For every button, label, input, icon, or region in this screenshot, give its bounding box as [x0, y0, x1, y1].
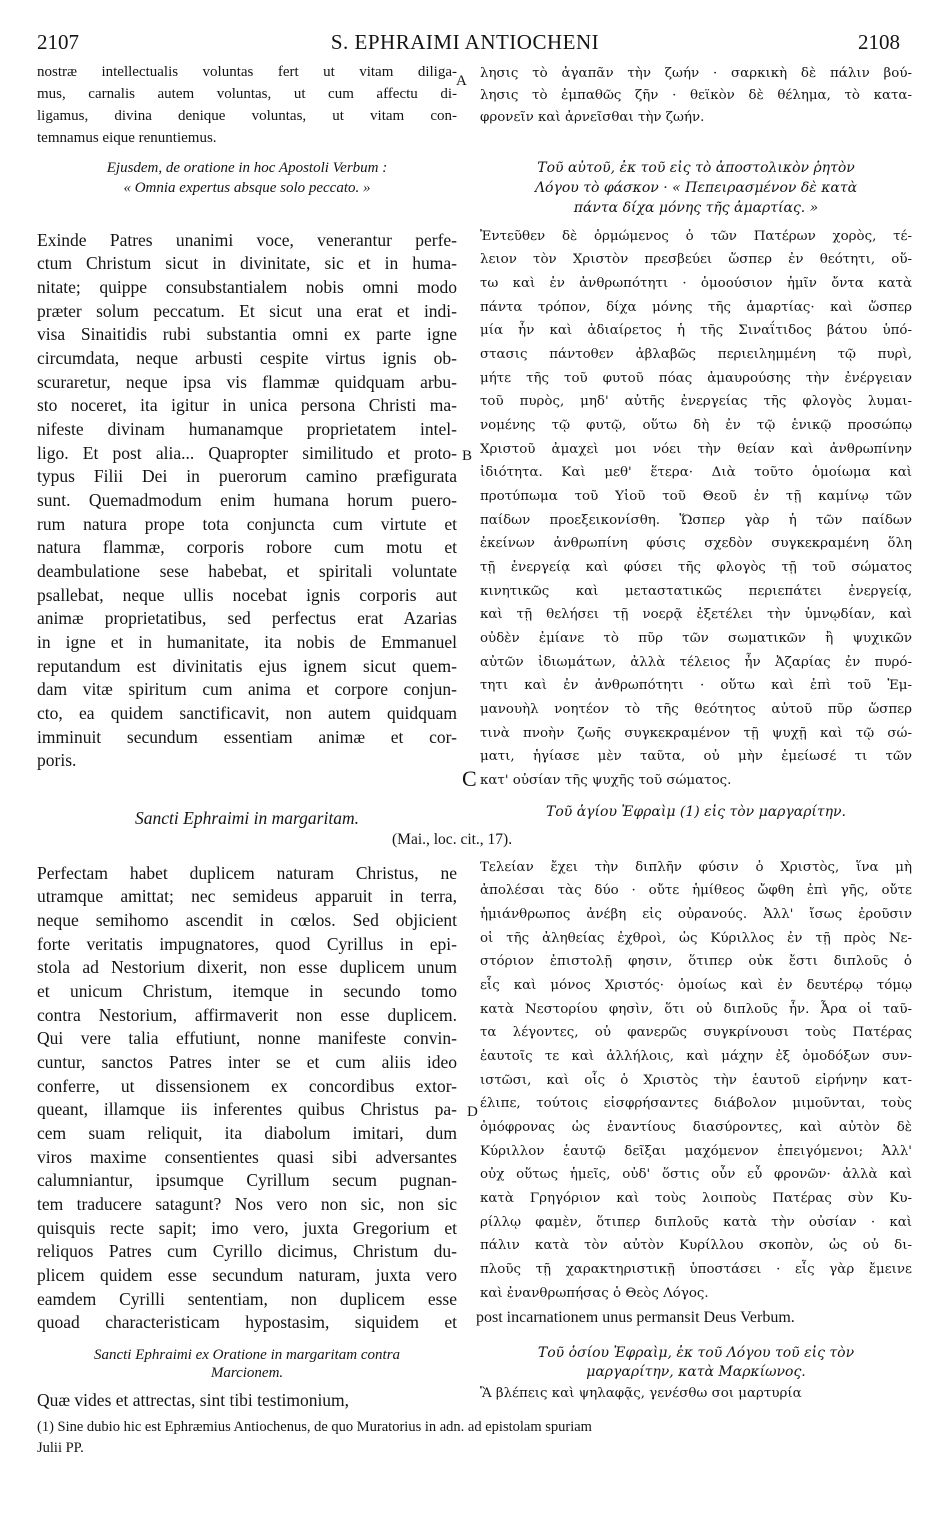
- greek-line: κατὰ Νεστορίου φησὶν, ὅτι οὐ διπλοῦς ἦν. Ἆρα οἱ ταῦ-: [480, 1002, 912, 1017]
- greek-line: κατ' οὐσίαν τῆς ψυχῆς τοῦ σώματος.: [480, 773, 732, 788]
- greek-line: προτύπωμα τοῦ Υἱοῦ τοῦ Θεοῦ ἐν τῇ καμίνῳ τῶν: [480, 489, 912, 504]
- greek-line: τα λέγοντες, οὐ φανερῶς συγκρίνουσι τοὺς Πατέρας: [480, 1025, 912, 1040]
- greek-line: Κύριλλον ἑαυτῷ δεῖξαι μαχόμενον ἐπειγόμενοι; Ἀλλ': [480, 1144, 912, 1159]
- greek-line: αὐτῶν ἰδιωμάτων, ἀλλὰ τέλειος ἦν Ἀζαρίας ἐν πυρό-: [480, 655, 912, 670]
- page-number-right: 2108: [858, 30, 900, 54]
- latin-line: quoad characteristicam hypostasim, siquidem et: [37, 1312, 457, 1332]
- latin-heading-3: Marcionem.: [210, 1365, 284, 1381]
- greek-line: ὁμόφρονας ὡς ἐναντίους διασύροντες, καὶ αὐτὸν δὲ: [480, 1120, 912, 1135]
- greek-line: ἐκείνων ἀνθρωπίνη φύσις σχεδὸν συγκεκραμένη ὅλη: [480, 536, 912, 551]
- greek-line: Ἐντεῦθεν δὲ ὁρμώμενος ὁ τῶν Πατέρων χορὸς, τέ-: [480, 229, 912, 244]
- latin-line: animæ proprietatibus, sed perfectus erat Azarias: [37, 608, 457, 628]
- greek-line: μανουὴλ νοητέον τὸ τῆς θεότητος αὐτοῦ πῦρ ὥσπερ: [480, 702, 912, 717]
- latin-heading-3: Sancti Ephraimi ex Oratione in margaritam contra: [93, 1347, 401, 1363]
- latin-line: reliquos Patres cum Cyrillo dicimus, Christum du-: [37, 1241, 457, 1261]
- greek-line: λειον τὸν Χριστὸν πρεσβεύει ὥσπερ ἐν θεότητι, οὕ-: [480, 252, 912, 267]
- latin-line: cem suam reliquit, ita diabolum imitari, dum: [37, 1123, 457, 1143]
- greek-line: ρίλλῳ φαμὲν, ὅτιπερ διπλοῦς κατὰ τὴν οὐσίαν · καὶ: [480, 1215, 912, 1230]
- greek-closing-latin: post incarnationem unus permansit Deus Verbum.: [476, 1309, 795, 1326]
- latin-line: neque semihomo ascendit in cœlos. Sed objicient: [37, 910, 457, 930]
- latin-line: conferre, ut dissensionem ex concordibus extor-: [37, 1076, 457, 1096]
- greek-line: ιστῶσι, καὶ οἷς ὁ Χριστὸς τὴν ἑαυτοῦ εἰρήνην κατ-: [480, 1073, 912, 1088]
- greek-line: τῇ ἐνεργείᾳ καὶ φύσει τῆς φλογὸς τῇ τοῦ σώματος: [480, 560, 912, 575]
- latin-line: scuraretur, neque ipsa vis flammæ quidquam arbu-: [37, 372, 457, 392]
- latin-line: queant, illamque iis inferentes quibus Christus pa-: [37, 1099, 457, 1119]
- latin-line: ligamus, divina denique voluntas, ut vitam con-: [37, 108, 457, 124]
- latin-line: præter solum peccatum. Et sicut una erat et indi-: [37, 301, 457, 321]
- greek-heading-1: πάντα δίχα μόνης τῆς ἁμαρτίας. »: [573, 200, 819, 216]
- greek-line: στασις πάντοθεν ἀβλαβῶς περιειλημμένη τῷ πυρὶ,: [480, 347, 912, 362]
- greek-line: ἑαυτοῖς τε καὶ ἀλλήλοις, καὶ μάχην ἐξ ὁμοδόξων συν-: [480, 1049, 912, 1064]
- greek-line: εἷς καὶ μόνος Χριστός· ὁμοίως καὶ ἐν δευτέρῳ τόμῳ: [480, 978, 912, 993]
- footnote-line: Julii PP.: [37, 1440, 84, 1456]
- latin-line: sunt. Quemadmodum enim humana horum puero-: [37, 490, 457, 510]
- greek-line: καὶ τῇ θελήσει τῇ νοερᾷ ἐξετέλει τὴν ὑμνῳδίαν, καὶ: [480, 607, 912, 622]
- greek-line: μία ἦν καὶ ἀδιαίρετος ἡ τῆς Σιναΐτιδος βάτου ὑπό-: [480, 323, 912, 338]
- latin-line: eamdem Cyrilli sententiam, non duplicem esse: [37, 1289, 457, 1309]
- latin-line: sto noceret, ita igitur in unica persona Christi ma-: [37, 395, 457, 415]
- latin-line: ligo. Et post alia... Quapropter similitudo et proto-: [37, 443, 457, 463]
- margin-letter-b: B: [462, 448, 473, 464]
- latin-line: deambulatione sese habebat, et spiritali voluntate: [37, 561, 457, 581]
- latin-line: cto, ea quidem sanctificavit, non autem quidquam: [37, 703, 457, 723]
- greek-line: ἡμιάνθρωπος ἀνέβη εἰς οὐρανούς. Ἀλλ' ἴσως ἐροῦσιν: [480, 907, 912, 922]
- greek-line: ἰδιότητα. Καὶ μεθ' ἕτερα· Διὰ τοῦτο ὁμοίωμα καὶ: [480, 465, 912, 480]
- latin-line: Exinde Patres unanimi voce, venerantur perfe-: [37, 230, 457, 250]
- footnote-line: (1) Sine dubio hic est Ephræmius Antiochenus, de quo Muratorius in adn. ad epistolam spuriam: [37, 1419, 592, 1435]
- greek-line: τω καὶ ἐν ἀνθρωπότητι · ὁμοούσιον ἡμῖν ὄντα κατὰ: [480, 276, 912, 291]
- greek-line: κινητικῶς καὶ μεταστατικῶς περιεπάτει ἐνεργείᾳ,: [480, 584, 912, 599]
- greek-line: οὐδὲν ἐμίανε τὸ πῦρ τῶν σωματικῶν ἢ ψυχικῶν: [480, 631, 912, 646]
- greek-line: πάλιν κατὰ τὸν αὐτὸν Κυρίλλου σκοπὸν, ὡς οὐ δι-: [480, 1238, 912, 1253]
- latin-line: nifeste divinam humanamque proprietatem intel-: [37, 419, 457, 439]
- latin-line: et unicum Christum, itemque in secundo tomo: [37, 981, 457, 1001]
- greek-line: Τελείαν ἔχει τὴν διπλῆν φύσιν ὁ Χριστὸς, ἵνα μὴ: [480, 860, 912, 875]
- greek-heading-2: Τοῦ ἁγίου Ἐφραὶμ (1) εἰς τὸν μαργαρίτην.: [545, 804, 847, 820]
- greek-heading-1: Τοῦ αὐτοῦ, ἐκ τοῦ εἰς τὸ ἀποστολικὸν ῥητὸν: [537, 160, 855, 176]
- latin-heading-1: « Omnia expertus absque solo peccato. »: [123, 180, 371, 196]
- greek-line: φρονεῖν καὶ ἀρνεῖσθαι τὴν ζωήν.: [480, 110, 705, 125]
- greek-line: ματι, ἡγίασε μὲν ταῦτα, οὐ μὴν ἐμείωσέ τι τῶν: [480, 749, 912, 764]
- latin-line: typus Filii Dei in puerorum camino præfigurata: [37, 466, 457, 486]
- margin-letter-d: D: [467, 1104, 478, 1120]
- greek-line: τοῦ πυρὸς, μηδ' αὐτῆς ἐνεργείας τῆς φλογὸς λυμαι-: [480, 394, 912, 409]
- latin-line: Perfectam habet duplicem naturam Christus, ne: [37, 863, 457, 883]
- greek-heading-3: Τοῦ ὁσίου Ἐφραὶμ, ἐκ τοῦ Λόγου τοῦ εἰς τὸν: [537, 1345, 855, 1361]
- latin-line: circumdata, neque arbusti cespite virtus ignis ob-: [37, 348, 457, 368]
- latin-heading-1: Ejusdem, de oratione in hoc Apostoli Verbum :: [106, 160, 388, 176]
- greek-line: πλοῦς τῇ χαρακτηριστικῇ ὑποστάσει · εἷς γὰρ ἔμεινε: [480, 1262, 912, 1277]
- greek-heading-3: μαργαρίτην, κατὰ Μαρκίωνος.: [586, 1364, 806, 1380]
- greek-line: τητι καὶ ἐν ἀνθρωπότητι · οὕτω καὶ ἐπὶ τοῦ Ἐμ-: [480, 678, 912, 693]
- greek-line: στόριον ἐπιστολῇ φησιν, ὅτιπερ οὐκ ἔστι διπλοῦς ὁ: [480, 954, 912, 969]
- greek-line: οὐχ οὕτως ἡμεῖς, οὐδ' ὅστις οὖν εὖ φρονῶν· ἀλλὰ καὶ: [480, 1167, 912, 1182]
- latin-line: tem traducere satagunt? Nos vero non sic, non sic: [37, 1194, 457, 1214]
- latin-line: Qui vere talia effutiunt, nonne manifeste convin-: [37, 1028, 457, 1048]
- margin-letter-a: A: [456, 73, 467, 89]
- latin-line: rum natura prope tota conjuncta cum virtute et: [37, 514, 457, 534]
- greek-line: παίδων προεξεικονίσθη. Ὥσπερ γὰρ ἡ τῶν παίδων: [480, 513, 912, 528]
- latin-line: Quæ vides et attrectas, sint tibi testimonium,: [37, 1390, 350, 1410]
- latin-line: reputandum est divinitatis ejus ignem sicut quem-: [37, 656, 457, 676]
- latin-line: contra Nestorium, affirmaverit non esse duplicem.: [37, 1005, 457, 1025]
- latin-line: viros maxime consentientes quasi sibi adversantes: [37, 1147, 457, 1167]
- latin-line: mus, carnalis autem voluntas, ut cum affectu di-: [37, 86, 457, 102]
- latin-line: temnamus eique renuntiemus.: [37, 130, 217, 146]
- latin-line: calumniantur, ipsumque Cyrillum secum pugnan-: [37, 1170, 457, 1190]
- latin-line: utramque amittat; nec semideus apparuit in terra,: [37, 886, 457, 906]
- latin-line: in igne et in humanitate, ita nobis de Emmanuel: [37, 632, 457, 652]
- latin-line: poris.: [37, 750, 77, 770]
- greek-line: έλιπε, τούτοις εἰσφρήσαντες διάβολον μιμοῦνται, τοὺς: [480, 1096, 912, 1111]
- greek-line: οἱ τῆς ἀληθείας ἐχθροὶ, ὡς Κύριλλος ἐν τῇ πρὸς Νε-: [480, 931, 912, 946]
- running-title: S. EPHRAIMI ANTIOCHENI: [330, 30, 600, 54]
- greek-line: Χριστοῦ ἀμαχεὶ μοι νόει τὴν θείαν καὶ ἀνθρωπίνην: [480, 442, 912, 457]
- latin-line: psallebat, neque ullis nocebat ignis corporis aut: [37, 585, 457, 605]
- latin-line: ctum Christum sicut in divinitate, sic et in huma-: [37, 253, 457, 273]
- greek-line: καὶ ἐνανθρωπήσας ὁ Θεὸς Λόγος.: [480, 1286, 709, 1301]
- latin-line: cuntur, sanctos Patres inter se et cum aliis ideo: [37, 1052, 457, 1072]
- page-number-left: 2107: [37, 30, 79, 54]
- latin-line: forte veritatis impugnatores, quod Cyrillus in epi-: [37, 934, 457, 954]
- greek-line: λησις τὸ ἐμπαθῶς ζῆν · θεϊκὸν δὲ θέλημα, τὸ κατα-: [480, 88, 912, 103]
- latin-line: stola ad Nestorium dixerit, non esse duplicem unum: [37, 957, 457, 977]
- greek-line: μήτε τῆς τοῦ φυτοῦ πόας ἀμαυρούσης τὴν ἐνέργειαν: [480, 371, 912, 386]
- source-reference: (Mai., loc. cit., 17).: [392, 831, 513, 848]
- latin-line: dam vitæ spiritum cum anima et corpore conjun-: [37, 679, 457, 699]
- greek-line: λησις τὸ ἀγαπᾶν τὴν ζωήν · σαρκικὴ δὲ πάλιν βού-: [480, 66, 912, 81]
- greek-line: νομένης τῷ φυτῷ, οὕτω δὴ ἐν τῷ ἑνικῷ προσώπῳ: [480, 418, 912, 433]
- greek-line: ἀπολέσαι τὰς δύο · οὔτε ἡμίθεος ὤφθη ἐπὶ γῆς, οὔτε: [480, 883, 912, 898]
- greek-line: τινὰ πνοὴν ζωῆς συγκεκραμένον τῇ ψυχῇ καὶ τῷ σώ-: [480, 726, 912, 741]
- latin-heading-2: Sancti Ephraimi in margaritam.: [135, 808, 359, 828]
- latin-line: nitate; quippe consubstantialem nobis omni modo: [37, 277, 457, 297]
- latin-line: nostræ intellectualis voluntas fert ut vitam diliga-: [37, 64, 457, 80]
- greek-heading-1: Λόγου τὸ φάσκον · « Πεπειρασμένον δὲ κατὰ: [534, 180, 858, 196]
- greek-line: κατὰ Γρηγόριον καὶ τοὺς λοιποὺς Πατέρας σὺν Κυ-: [480, 1191, 912, 1206]
- margin-letter-c: C: [462, 766, 477, 791]
- latin-line: plicem quidem esse secundum naturam, juxta vero: [37, 1265, 457, 1285]
- latin-line: quisquis recte sapit; imo vero, juxta Gregorium et: [37, 1218, 457, 1238]
- greek-line: πάντα τρόπον, δίχα μόνης τῆς ἁμαρτίας· καὶ ὥσπερ: [480, 300, 912, 315]
- latin-line: imminuit secundum essentiam animæ et cor-: [37, 727, 457, 747]
- latin-line: visa Sinaitidis rubi substantia omni ex parte igne: [37, 324, 457, 344]
- latin-line: natura flammæ, corporis robore cum motu et: [37, 537, 457, 557]
- greek-line: Ἃ βλέπεις καὶ ψηλαφᾷς, γενέσθω σοι μαρτυρία: [480, 1386, 802, 1401]
